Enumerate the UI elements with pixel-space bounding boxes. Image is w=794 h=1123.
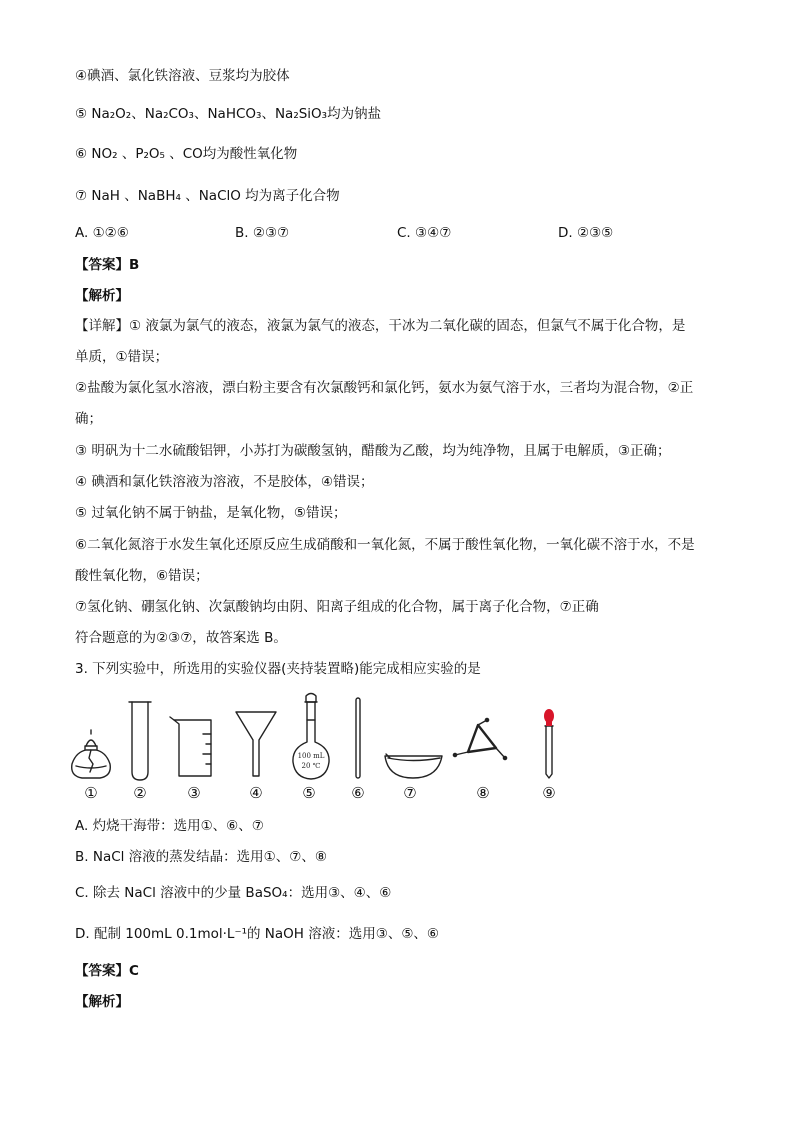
apparatus-label: ①: [84, 784, 98, 802]
apparatus-label: ⑦: [403, 784, 417, 802]
detail-line: 单质，①错误；: [75, 349, 169, 365]
q3-analysis-heading: 【解析】: [75, 994, 129, 1010]
q2-option-a: A. ①②⑥: [75, 225, 129, 241]
alcohol-lamp-icon: [72, 730, 111, 778]
detail-line: 确；: [75, 411, 102, 427]
dropper-icon: [545, 726, 553, 778]
apparatus-label: ⑥: [351, 784, 365, 802]
apparatus-label: ③: [187, 784, 201, 802]
flask-temperature-label: 20 ℃: [301, 762, 321, 770]
q2-options: [75, 223, 715, 243]
q3-option-d: D. 配制 100mL 0.1mol·L⁻¹的 NaOH 溶液：选用③、⑤、⑥: [75, 926, 440, 942]
q2-option-c: C. ③④⑦: [397, 225, 452, 241]
q2-answer: 【答案】B: [75, 257, 140, 273]
q3-answer: 【答案】C: [75, 963, 139, 979]
statement-6: ⑥ NO₂ 、P₂O₅ 、CO均为酸性氧化物: [75, 146, 298, 162]
question-3-stem: 3. 下列实验中，所选用的实验仪器(夹持装置略)能完成相应实验的是: [75, 661, 481, 677]
q2-option-d: D. ②③⑤: [558, 225, 614, 241]
flask-capacity-label: 100 mL: [297, 752, 325, 760]
detail-line: ②盐酸为氯化氢水溶液，漂白粉主要含有次氯酸钙和氯化钙，氨水为氨气溶于水，三者均为混合物，②正: [75, 380, 694, 396]
statement-4: ④碘酒、氯化铁溶液、豆浆均为胶体: [75, 68, 290, 84]
detail-line: ⑦氢化钠、硼氢化钠、次氯酸钠均由阴、阳离子组成的化合物，属于离子化合物，⑦正确: [75, 599, 599, 615]
apparatus-label: ④: [249, 784, 263, 802]
statement-7: ⑦ NaH 、NaBH₄ 、NaClO 均为离子化合物: [75, 188, 340, 204]
beaker-icon: [170, 717, 211, 776]
detail-line: ⑤ 过氧化钠不属于钠盐，是氧化物，⑤错误；: [75, 505, 347, 521]
statement-5: ⑤ Na₂O₂、Na₂CO₃、NaHCO₃、Na₂SiO₃均为钠盐: [75, 106, 382, 122]
funnel-icon: [236, 712, 276, 776]
apparatus-label: ⑨: [542, 784, 556, 802]
dropper-bulb-icon: [544, 709, 554, 726]
apparatus-figure: [0, 690, 794, 785]
detail-line: 符合题意的为②③⑦，故答案选 B。: [75, 630, 287, 646]
detail-line: 【详解】① 液氯为氯气的液态，液氯为氯气的液态，干冰为二氧化碳的固态，但氯气不属于化合物，是: [75, 318, 686, 334]
evaporating-dish-icon: [385, 754, 442, 778]
detail-line: ③ 明矾为十二水硫酸铝钾，小苏打为碳酸氢钠，醋酸为乙酸，均为纯净物，且属于电解质，③正确；: [75, 443, 671, 459]
q2-option-b: B. ②③⑦: [235, 225, 290, 241]
detail-line: ⑥二氧化氮溶于水发生氧化还原反应生成硝酸和一氧化氮，不属于酸性氧化物，一氧化碳不溶于水，不是: [75, 537, 695, 553]
detail-line: 酸性氧化物，⑥错误；: [75, 568, 209, 584]
test-tube-icon: [129, 702, 151, 780]
apparatus-label: ②: [133, 784, 147, 802]
detail-line: ④ 碘酒和氯化铁溶液为溶液，不是胶体，④错误；: [75, 474, 374, 490]
q2-analysis-heading: 【解析】: [75, 288, 129, 304]
clay-triangle-icon: [453, 718, 506, 759]
q3-option-c: C. 除去 NaCl 溶液中的少量 BaSO₄：选用③、④、⑥: [75, 885, 392, 901]
q3-option-a: A. 灼烧干海带：选用①、⑥、⑦: [75, 818, 264, 834]
apparatus-label: ⑧: [476, 784, 490, 802]
glass-rod-icon: [356, 698, 360, 778]
apparatus-label: ⑤: [302, 784, 316, 802]
q3-option-b: B. NaCl 溶液的蒸发结晶：选用①、⑦、⑧: [75, 849, 327, 865]
